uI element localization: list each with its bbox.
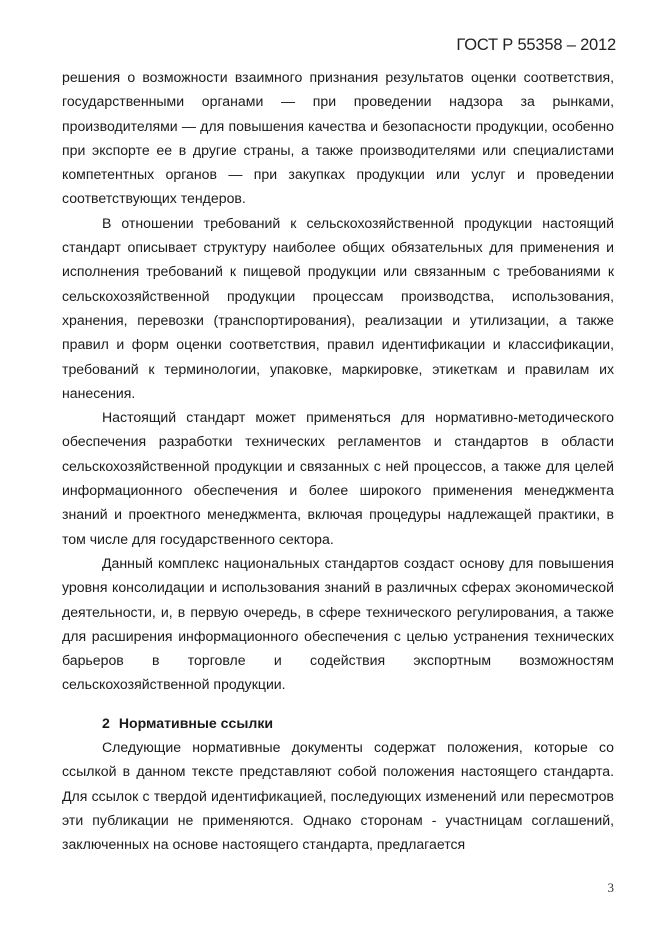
document-header xyxy=(456,36,616,55)
page-number: 3 xyxy=(607,880,614,895)
standard-code: ГОСТ Р 55358 – 2012 xyxy=(456,36,616,54)
document-body xyxy=(62,65,614,857)
paragraph-national-standards: Данный комплекс национальных стандартов создаст основу для повышения уровня консолидации и использования знаний в различных сферах экономической деятельности, и, в первую очередь, в сфере технического регулирования, а также для расширения информационного обеспечения с целью устранения технических барьеров в торговле и содействия экспортным возможностям сельскохозяйственной продукции. xyxy=(62,554,614,693)
paragraph-continuation: решения о возможности взаимного признания результатов оценки соответствия, государственными органами — при проведении надзора за рынками, производителями — для повышения качества и безопасности продукции, особенно при экспорте ее в другие страны, а также производителями или специалистами компетентных органов — при закупках продукции или услуг и проведении соответствующих тендеров. xyxy=(62,69,614,207)
paragraph-agricultural-requirements: В отношении требований к сельскохозяйственной продукции настоящий стандарт описывает структуру наиболее общих обязательных для применения и исполнения требований к пищевой продукции или связанным с требованиями к сельскохозяйственной продукции процессам производства, использования, хранения, перевозки (транспортирования), реализации и утилизации, а также правил и форм оценки соответствия, правил идентификации и классификации, требований к терминологии, упаковке, маркировке, этикеткам и правилам их нанесения. xyxy=(62,214,614,401)
section-number: 2 xyxy=(102,714,110,731)
section-heading xyxy=(62,711,614,735)
section-title: Нормативные ссылки xyxy=(118,714,274,731)
paragraph-normative-references: Следующие нормативные документы содержат положения, которые со ссылкой в данном тексте представляют собой положения настоящего стандарта. Для ссылок с твердой идентификацией, последующих изменений или пересмотров эти публикации не применяются. Однако сторонам - участницам соглашений, заключенных на основе настоящего стандарта, предлагается xyxy=(62,739,614,853)
paragraph-standard-application: Настоящий стандарт может применяться для нормативно-методического обеспечения разработки технических регламентов и стандартов в области сельскохозяйственной продукции и связанных с ней процессов, а также для целей информационного обеспечения и более широкого применения менеджмента знаний и проектного менеджмента, включая процедуры надлежащей практики, в том числе для государственного сектора. xyxy=(62,409,614,547)
